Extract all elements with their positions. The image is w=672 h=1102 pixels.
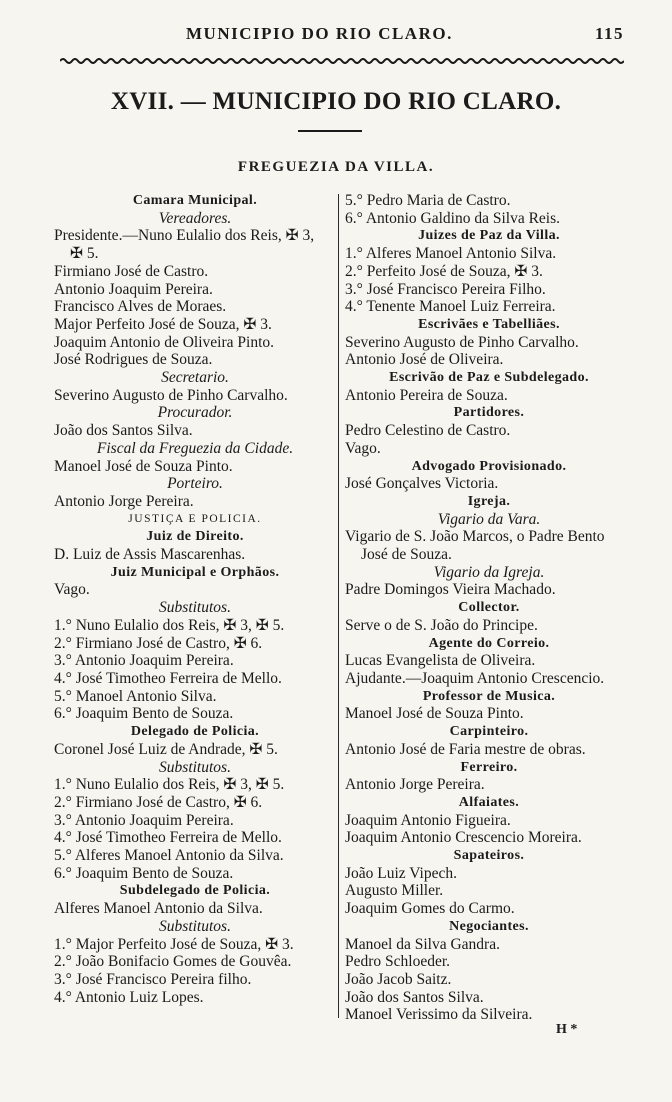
directory-entry: 3.° Antonio Joaquim Pereira. [54, 811, 234, 829]
role-subheading: Substitutos. [159, 758, 231, 776]
directory-entry: Antonio José de Oliveira. [345, 351, 504, 369]
directory-entry: José Rodrigues de Souza. [54, 351, 213, 369]
section-heading: Igreja. [467, 493, 511, 509]
directory-entry: 4.° Tenente Manoel Luiz Ferreira. [345, 298, 556, 316]
section-heading: Delegado de Policia. [130, 724, 260, 740]
directory-entry: João dos Santos Silva. [345, 988, 484, 1006]
entry-continuation: José de Souza. [361, 546, 452, 564]
directory-entry: Augusto Miller. [345, 882, 444, 900]
directory-entry: Joaquim Antonio Figueira. [345, 811, 511, 829]
role-subheading: Substitutos. [159, 917, 231, 935]
directory-entry: José Gonçalves Victoria. [345, 475, 499, 493]
directory-entry: Vigario de S. João Marcos, o Padre Bento [345, 528, 605, 546]
directory-entry: João Luiz Vipech. [345, 864, 457, 882]
directory-entry: 2.° Perfeito José de Souza, ✠ 3. [345, 262, 543, 280]
directory-entry: 1.° Nuno Eulalio dos Reis, ✠ 3, ✠ 5. [54, 616, 285, 634]
directory-entry: Manoel da Silva Gandra. [345, 935, 500, 953]
section-heading: Camara Municipal. [132, 193, 258, 208]
section-heading: Carpinteiro. [449, 724, 529, 740]
section-heading: Juiz Municipal e Orphãos. [110, 564, 280, 580]
directory-entry: Antonio Joaquim Pereira. [54, 280, 213, 298]
entry-continuation: ✠ 5. [70, 245, 99, 263]
running-head [60, 24, 624, 46]
directory-entry: D. Luiz de Assis Mascarenhas. [54, 546, 246, 564]
directory-entry: Vago. [345, 439, 381, 457]
section-heading: Collector. [458, 600, 520, 616]
directory-entry: Joaquim Gomes do Carmo. [345, 900, 515, 918]
directory-entry: Padre Domingos Vieira Machado. [345, 581, 556, 599]
directory-entry: Manoel José de Souza Pinto. [54, 457, 233, 475]
directory-entry: Manoel Verissimo da Silveira. [345, 1006, 533, 1024]
directory-entry: Serve o de S. João do Principe. [345, 616, 538, 634]
directory-entry: Severino Augusto de Pinho Carvalho. [54, 386, 288, 404]
section-heading: Negociantes. [449, 918, 529, 934]
section-heading: Ferreiro. [460, 759, 518, 775]
section-heading: Advogado Provisionado. [411, 458, 567, 474]
directory-entry: 1.° Major Perfeito José de Souza, ✠ 3. [54, 935, 294, 953]
section-heading: Juiz de Direito. [146, 529, 244, 545]
directory-entry: João Jacob Saitz. [345, 970, 452, 988]
directory-entry: Pedro Celestino de Castro. [345, 422, 511, 440]
directory-entry: Francisco Alves de Moraes. [54, 298, 227, 316]
column-divider [338, 194, 339, 1018]
role-subheading: Secretario. [161, 369, 229, 387]
directory-entry: Severino Augusto de Pinho Carvalho. [345, 333, 579, 351]
section-heading: Agente do Correio. [428, 635, 550, 651]
directory-entry: Vago. [54, 581, 90, 599]
role-subheading: Procurador. [157, 404, 233, 422]
directory-entry: 4.° Antonio Luiz Lopes. [54, 988, 204, 1006]
page-number: 115 [594, 24, 624, 43]
role-subheading: Vereadores. [158, 209, 232, 227]
directory-entry: Firmiano José de Castro. [54, 262, 209, 280]
chapter-title: XVII. — MUNICIPIO DO RIO CLARO. [110, 88, 562, 115]
directory-entry: Antonio José de Faria mestre de obras. [345, 740, 586, 758]
role-subheading: Porteiro. [167, 475, 223, 493]
directory-entry: Coronel José Luiz de Andrade, ✠ 5. [54, 740, 278, 758]
section-heading: Alfaiates. [458, 794, 520, 810]
section-heading: Partidores. [453, 405, 525, 421]
directory-entry: Pedro Schloeder. [345, 953, 451, 971]
directory-entry: 4.° José Timotheo Ferreira de Mello. [54, 669, 282, 687]
role-subheading: Fiscal da Freguezia da Cidade. [96, 439, 294, 457]
directory-entry: 3.° Antonio Joaquim Pereira. [54, 652, 234, 670]
directory-entry: 2.° João Bonifacio Gomes de Gouvêa. [54, 953, 292, 971]
left-column [54, 192, 336, 1006]
ornamental-rule [60, 57, 624, 65]
directory-entry: 3.° José Francisco Pereira Filho. [345, 280, 546, 298]
section-heading: Professor de Musica. [422, 688, 556, 704]
directory-entry: Joaquim Antonio de Oliveira Pinto. [54, 333, 274, 351]
directory-entry: 6.° Antonio Galdino da Silva Reis. [345, 209, 561, 227]
directory-entry: 1.° Nuno Eulalio dos Reis, ✠ 3, ✠ 5. [54, 776, 285, 794]
directory-entry: Antonio Jorge Pereira. [345, 776, 485, 794]
section-smallcaps-heading: JUSTIÇA E POLICIA. [128, 512, 262, 525]
directory-entry: Antonio Pereira de Souza. [345, 386, 508, 404]
title-rule [298, 130, 362, 132]
right-column [345, 192, 633, 1024]
section-heading: Escrivão de Paz e Subdelegado. [389, 370, 589, 386]
directory-entry: Presidente.—Nuno Eulalio dos Reis, ✠ 3, [54, 227, 315, 245]
signature-mark: H * [556, 1022, 578, 1037]
role-subheading: Vigario da Igreja. [433, 563, 545, 581]
directory-entry: 5.° Pedro Maria de Castro. [345, 192, 511, 209]
directory-entry: Major Perfeito José de Souza, ✠ 3. [54, 315, 272, 333]
directory-entry: 3.° José Francisco Pereira filho. [54, 970, 252, 988]
directory-entry: 5.° Alferes Manoel Antonio da Silva. [54, 847, 284, 865]
directory-entry: Alferes Manoel Antonio da Silva. [54, 900, 263, 918]
role-subheading: Substitutos. [159, 599, 231, 617]
role-subheading: Vigario da Vara. [437, 510, 541, 528]
running-head-title: MUNICIPIO DO RIO CLARO. [186, 24, 453, 43]
directory-entry: 1.° Alferes Manoel Antonio Silva. [345, 245, 557, 263]
parish-title: FREGUEZIA DA VILLA. [237, 159, 435, 175]
directory-entry: 6.° Joaquim Bento de Souza. [54, 705, 234, 723]
directory-entry: 4.° José Timotheo Ferreira de Mello. [54, 829, 282, 847]
directory-entry: Antonio Jorge Pereira. [54, 492, 194, 510]
directory-entry: Manoel José de Souza Pinto. [345, 705, 524, 723]
directory-entry: 2.° Firmiano José de Castro, ✠ 6. [54, 634, 263, 652]
section-heading: Escrivães e Tabelliães. [418, 316, 560, 332]
directory-entry: Joaquim Antonio Crescencio Moreira. [345, 829, 582, 847]
section-heading: Subdelegado de Policia. [119, 883, 271, 899]
directory-entry: 5.° Manoel Antonio Silva. [54, 687, 217, 705]
section-heading: Sapateiros. [453, 848, 525, 864]
section-heading: Juizes de Paz da Villa. [418, 228, 560, 244]
directory-entry: 2.° Firmiano José de Castro, ✠ 6. [54, 793, 263, 811]
directory-entry: Lucas Evangelista de Oliveira. [345, 652, 536, 670]
directory-entry: 6.° Joaquim Bento de Souza. [54, 864, 234, 882]
directory-entry: Ajudante.—Joaquim Antonio Crescencio. [345, 669, 605, 687]
directory-entry: João dos Santos Silva. [54, 422, 193, 440]
